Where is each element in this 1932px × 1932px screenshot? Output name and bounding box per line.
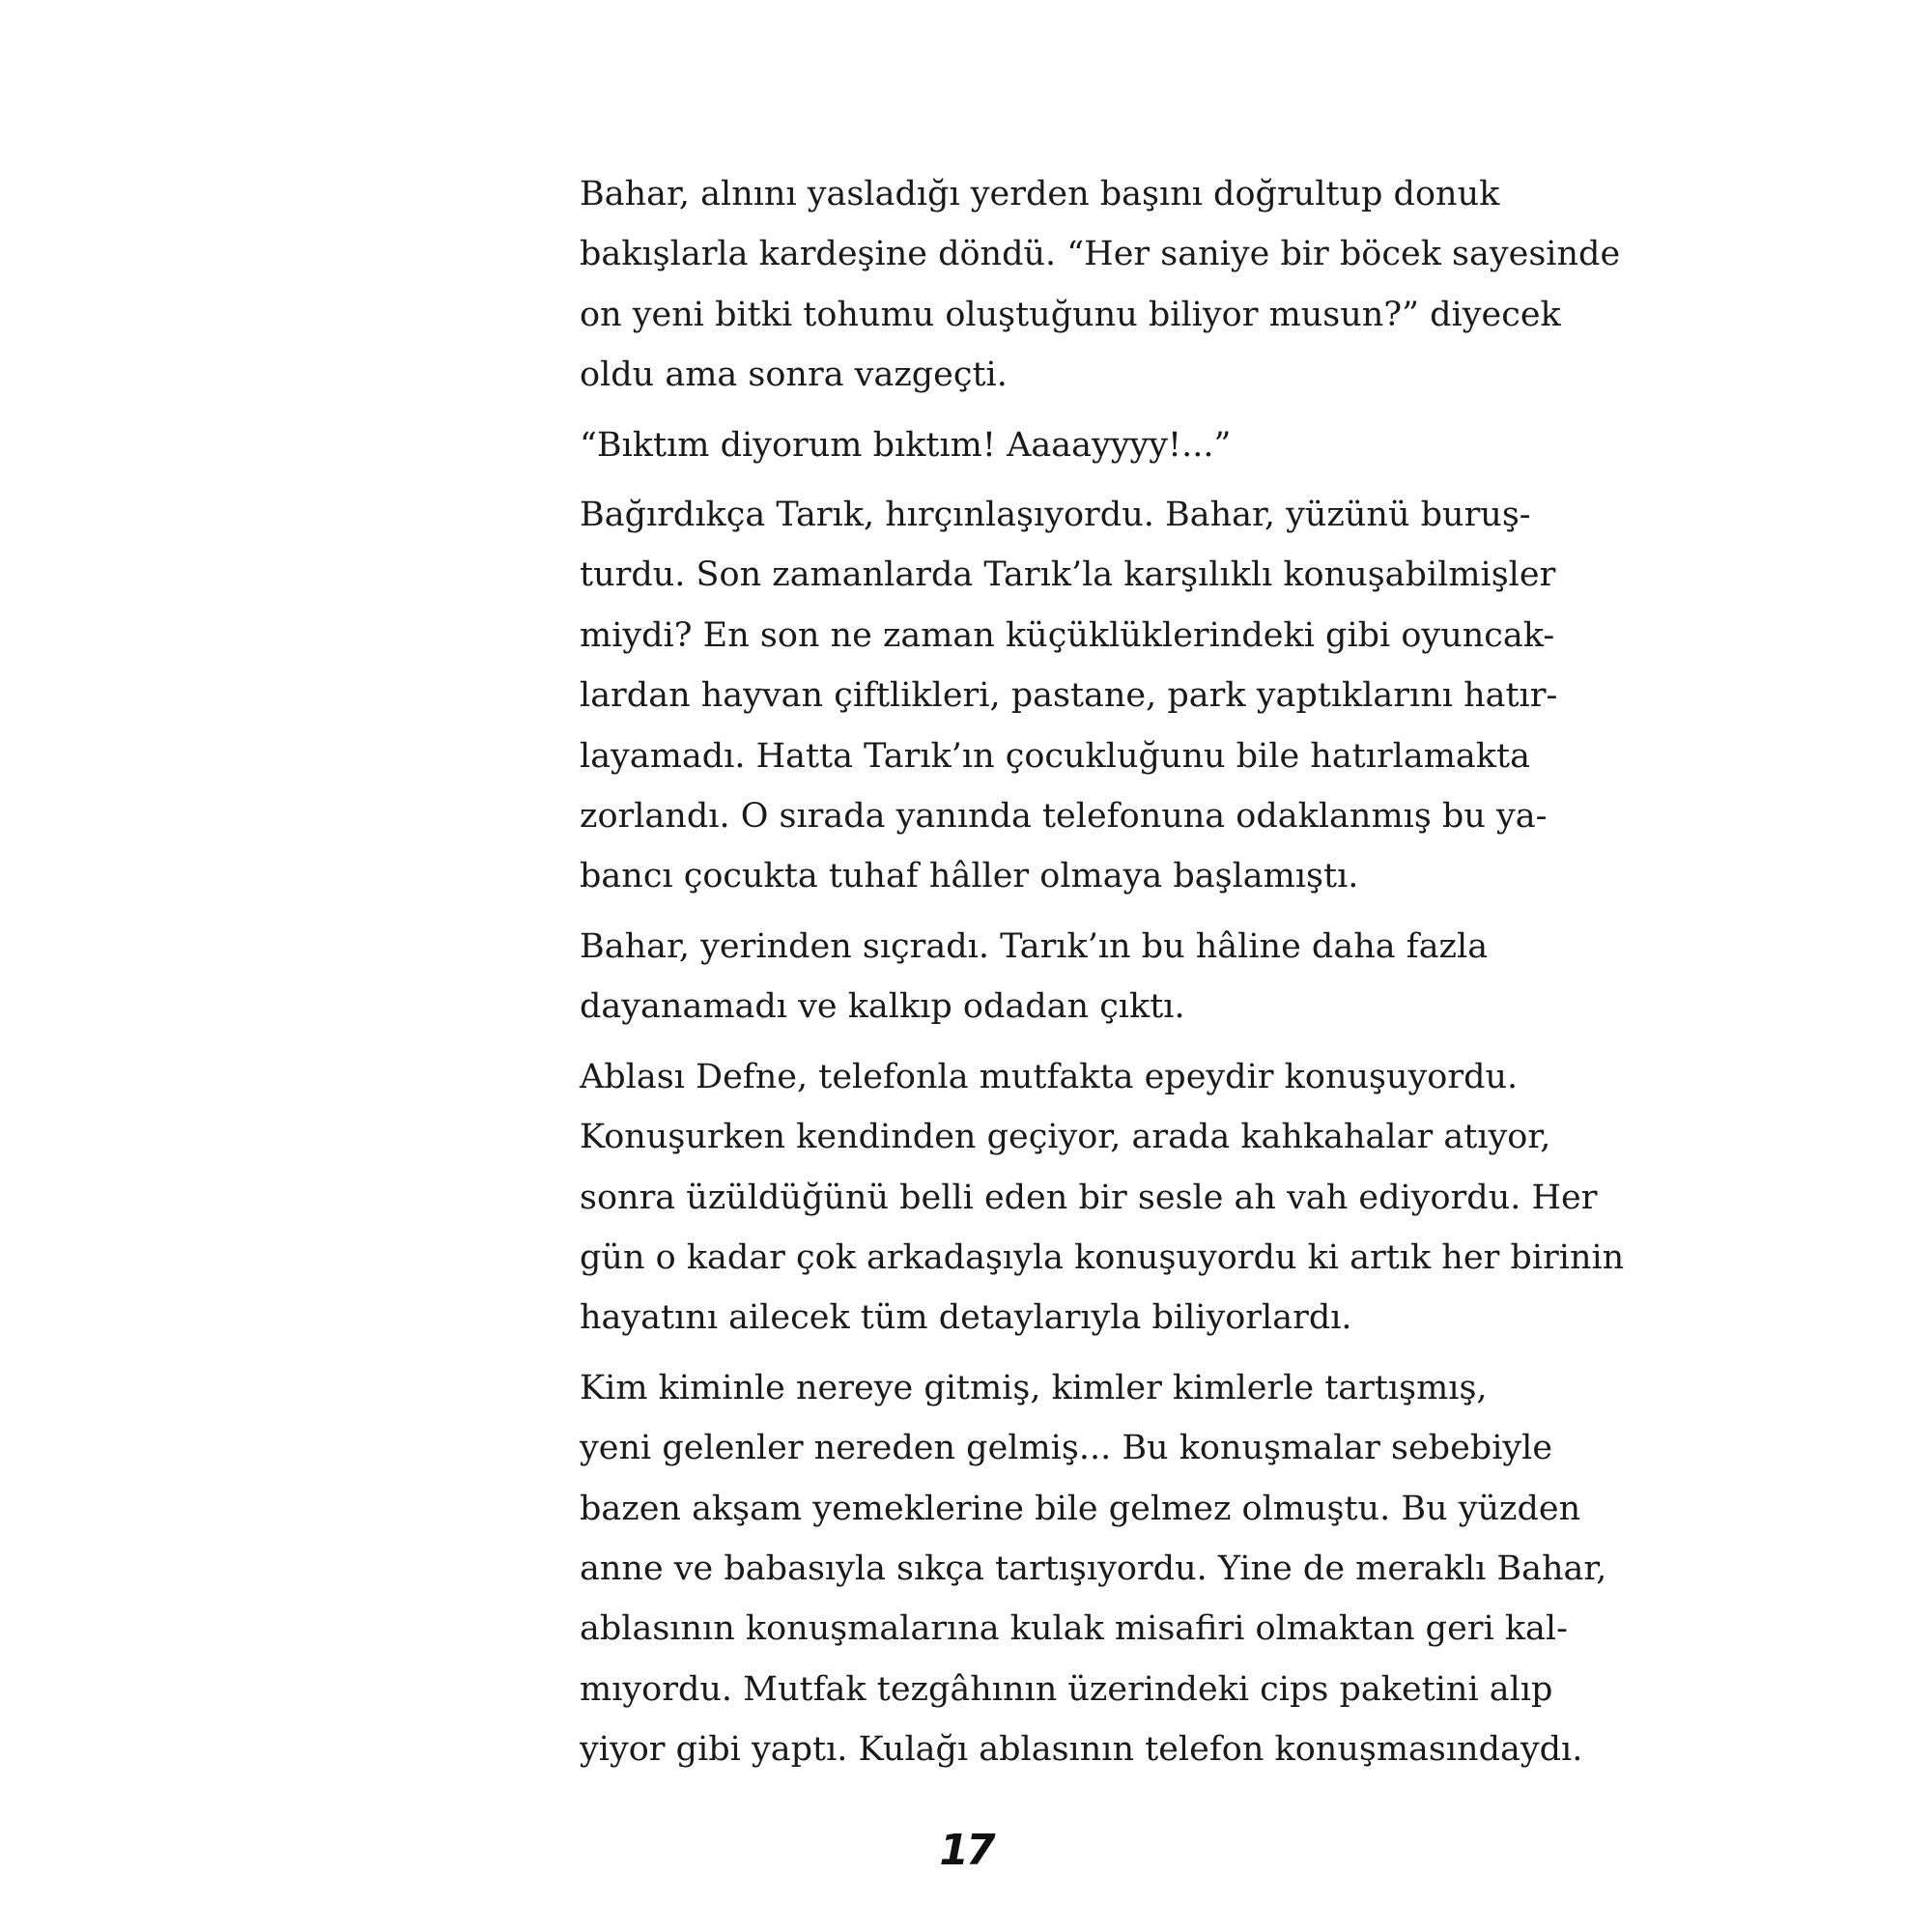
text-line: zorlandı. O sırada yanında telefonuna odaklanmış bu ya- (580, 797, 1548, 837)
text-line: Kim kiminle nereye gitmiş, kimler kimlerle tartışmış, (580, 1368, 1488, 1407)
text-line: layamadı. Hatta Tarık’ın çocukluğunu bile hatırlamakta (580, 736, 1530, 776)
text-line: on yeni bitki tohumu oluştuğunu biliyor musun?” diyecek (580, 295, 1561, 334)
text-line: lardan hayvan çiftlikleri, pastane, park yaptıklarını hatır- (580, 676, 1558, 716)
text-line: miydi? En son ne zaman küçüklüklerindeki gibi oyuncak- (580, 615, 1555, 655)
text-line: Ablası Defne, telefonla mutfakta epeydir konuşuyordu. (580, 1057, 1519, 1096)
text-line: ablasının konuşmalarına kulak misafiri olmaktan geri kal- (580, 1609, 1568, 1649)
text-line: Konuşurken kendinden geçiyor, arada kahkahalar atıyor, (580, 1118, 1551, 1157)
text-line: oldu ama sonra vazgeçti. (580, 355, 1008, 395)
text-line: Bağırdıkça Tarık, hırçınlaşıyordu. Bahar, yüzünü buruş- (580, 496, 1531, 535)
text-line: bazen akşam yemeklerine bile gelmez olmuştu. Bu yüzden (580, 1489, 1581, 1528)
text-line: bancı çocukta tuhaf hâller olmaya başlamıştı. (580, 857, 1359, 896)
paragraph (529, 164, 1621, 406)
text-line: yeni gelenler nereden gelmiş... Bu konuşmalar sebebiyle (580, 1429, 1553, 1468)
paragraph (529, 415, 1416, 475)
text-line: mıyordu. Mutfak tezgâhının üzerindeki cips paketini alıp (580, 1669, 1553, 1709)
text-line: “Bıktım diyorum bıktım! Aaaayyyy!...” (580, 425, 1232, 465)
body-text (529, 164, 1625, 1790)
text-line: dayanamadı ve kalkıp odadan çıktı. (580, 987, 1185, 1027)
paragraph (529, 917, 1489, 1037)
text-line: turdu. Son zamanlarda Tarık’la karşılıklı konuşabilmişler (580, 555, 1556, 595)
text-line: yiyor gibi yaptı. Kulağı ablasının telefon konuşmasındaydı. (580, 1730, 1583, 1770)
text-line: gün o kadar çok arkadaşıyla konuşuyordu ki artık her birinin (580, 1237, 1625, 1277)
page-number: 17 (939, 1826, 993, 1875)
text-line: Bahar, yerinden sıçradı. Tarık’ın bu hâline daha fazla (580, 926, 1489, 966)
text-line: Bahar, alnını yasladığı yerden başını doğrultup donuk (580, 175, 1500, 213)
paragraph (529, 1358, 1607, 1780)
text-line: sonra üzüldüğünü belli eden bir sesle ah vah ediyordu. Her (580, 1178, 1598, 1217)
text-line: bakışlarla kardeşine döndü. “Her saniye bir böcek sayesinde (580, 235, 1621, 274)
paragraph (529, 485, 1558, 907)
text-line: anne ve babasıyla sıkça tartışıyordu. Yine de meraklı Bahar, (580, 1548, 1607, 1588)
text-line: hayatını ailecek tüm detaylarıyla biliyorlardı. (580, 1298, 1352, 1338)
paragraph (529, 1047, 1625, 1349)
